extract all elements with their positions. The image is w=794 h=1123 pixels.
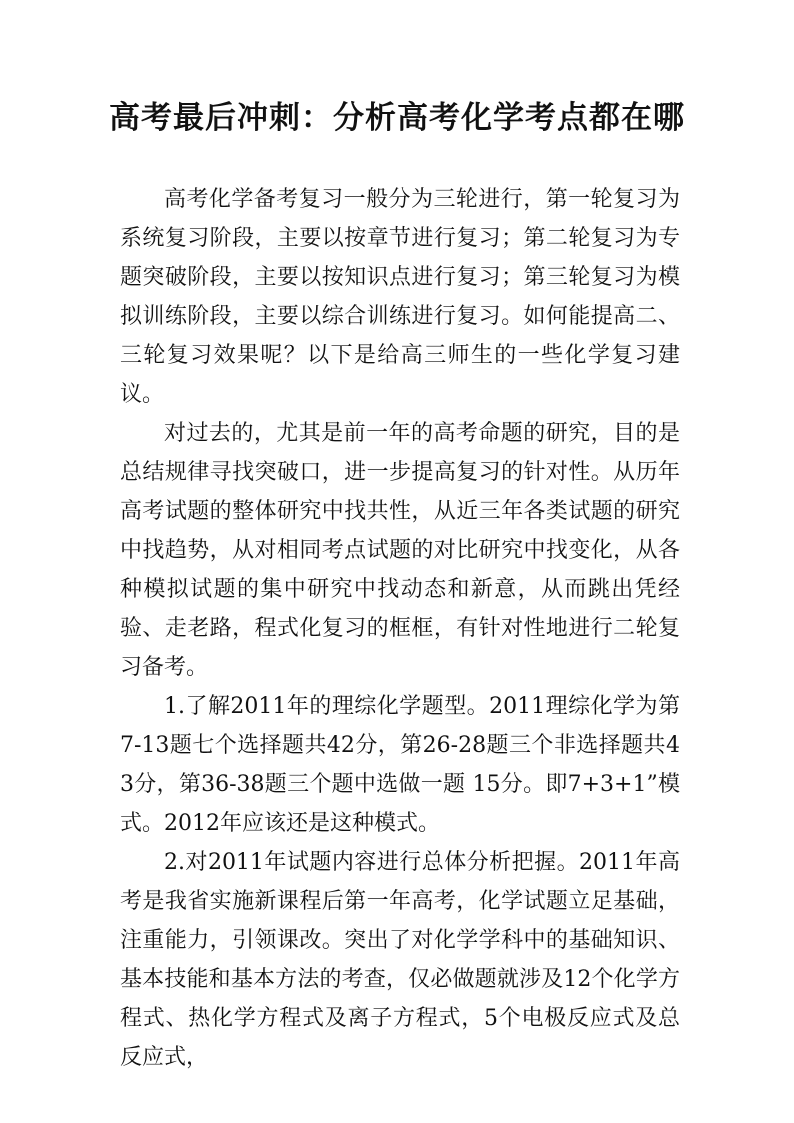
paragraph-question-types: 1.了解2011年的理综化学题型。2011理综化学为第7-13题七个选择题共42分，第26-28题三个非选择题共43分，第36-38题三个题中选做一题 15分。即7+3+1”模式。2012年应该还是这种模式。 [120, 694, 680, 836]
document-title: 高考最后冲刺：分析高考化学考点都在哪 [109, 100, 685, 136]
paragraph-intro: 高考化学备考复习一般分为三轮进行，第一轮复习为系统复习阶段，主要以按章节进行复习；第二轮复习为专题突破阶段，主要以按知识点进行复习；第三轮复习为模拟训练阶段，主要以综合训练进行复习。如何能提高二、三轮复习效果呢？以下是给高三师生的一些化学复习建议。 [120, 187, 680, 407]
paragraph-content-analysis: 2.对2011年试题内容进行总体分析把握。2011年高考是我省实施新课程后第一年高考，化学试题立足基础，注重能力，引领课改。突出了对化学学科中的基础知识、基本技能和基本方法的考查，仅必做题就涉及12个化学方程式、热化学方程式及离子方程式，5个电极反应式及总反应式， [120, 850, 680, 1070]
paragraph-research: 对过去的，尤其是前一年的高考命题的研究，目的是总结规律寻找突破口，进一步提高复习的针对性。从历年高考试题的整体研究中找共性，从近三年各类试题的研究中找趋势，从对相同考点试题的对比研究中找变化，从各种模拟试题的集中研究中找动态和新意，从而跳出凭经验、走老路，程式化复习的框框，有针对性地进行二轮复习备考。 [120, 421, 680, 680]
document-body [120, 180, 680, 1077]
